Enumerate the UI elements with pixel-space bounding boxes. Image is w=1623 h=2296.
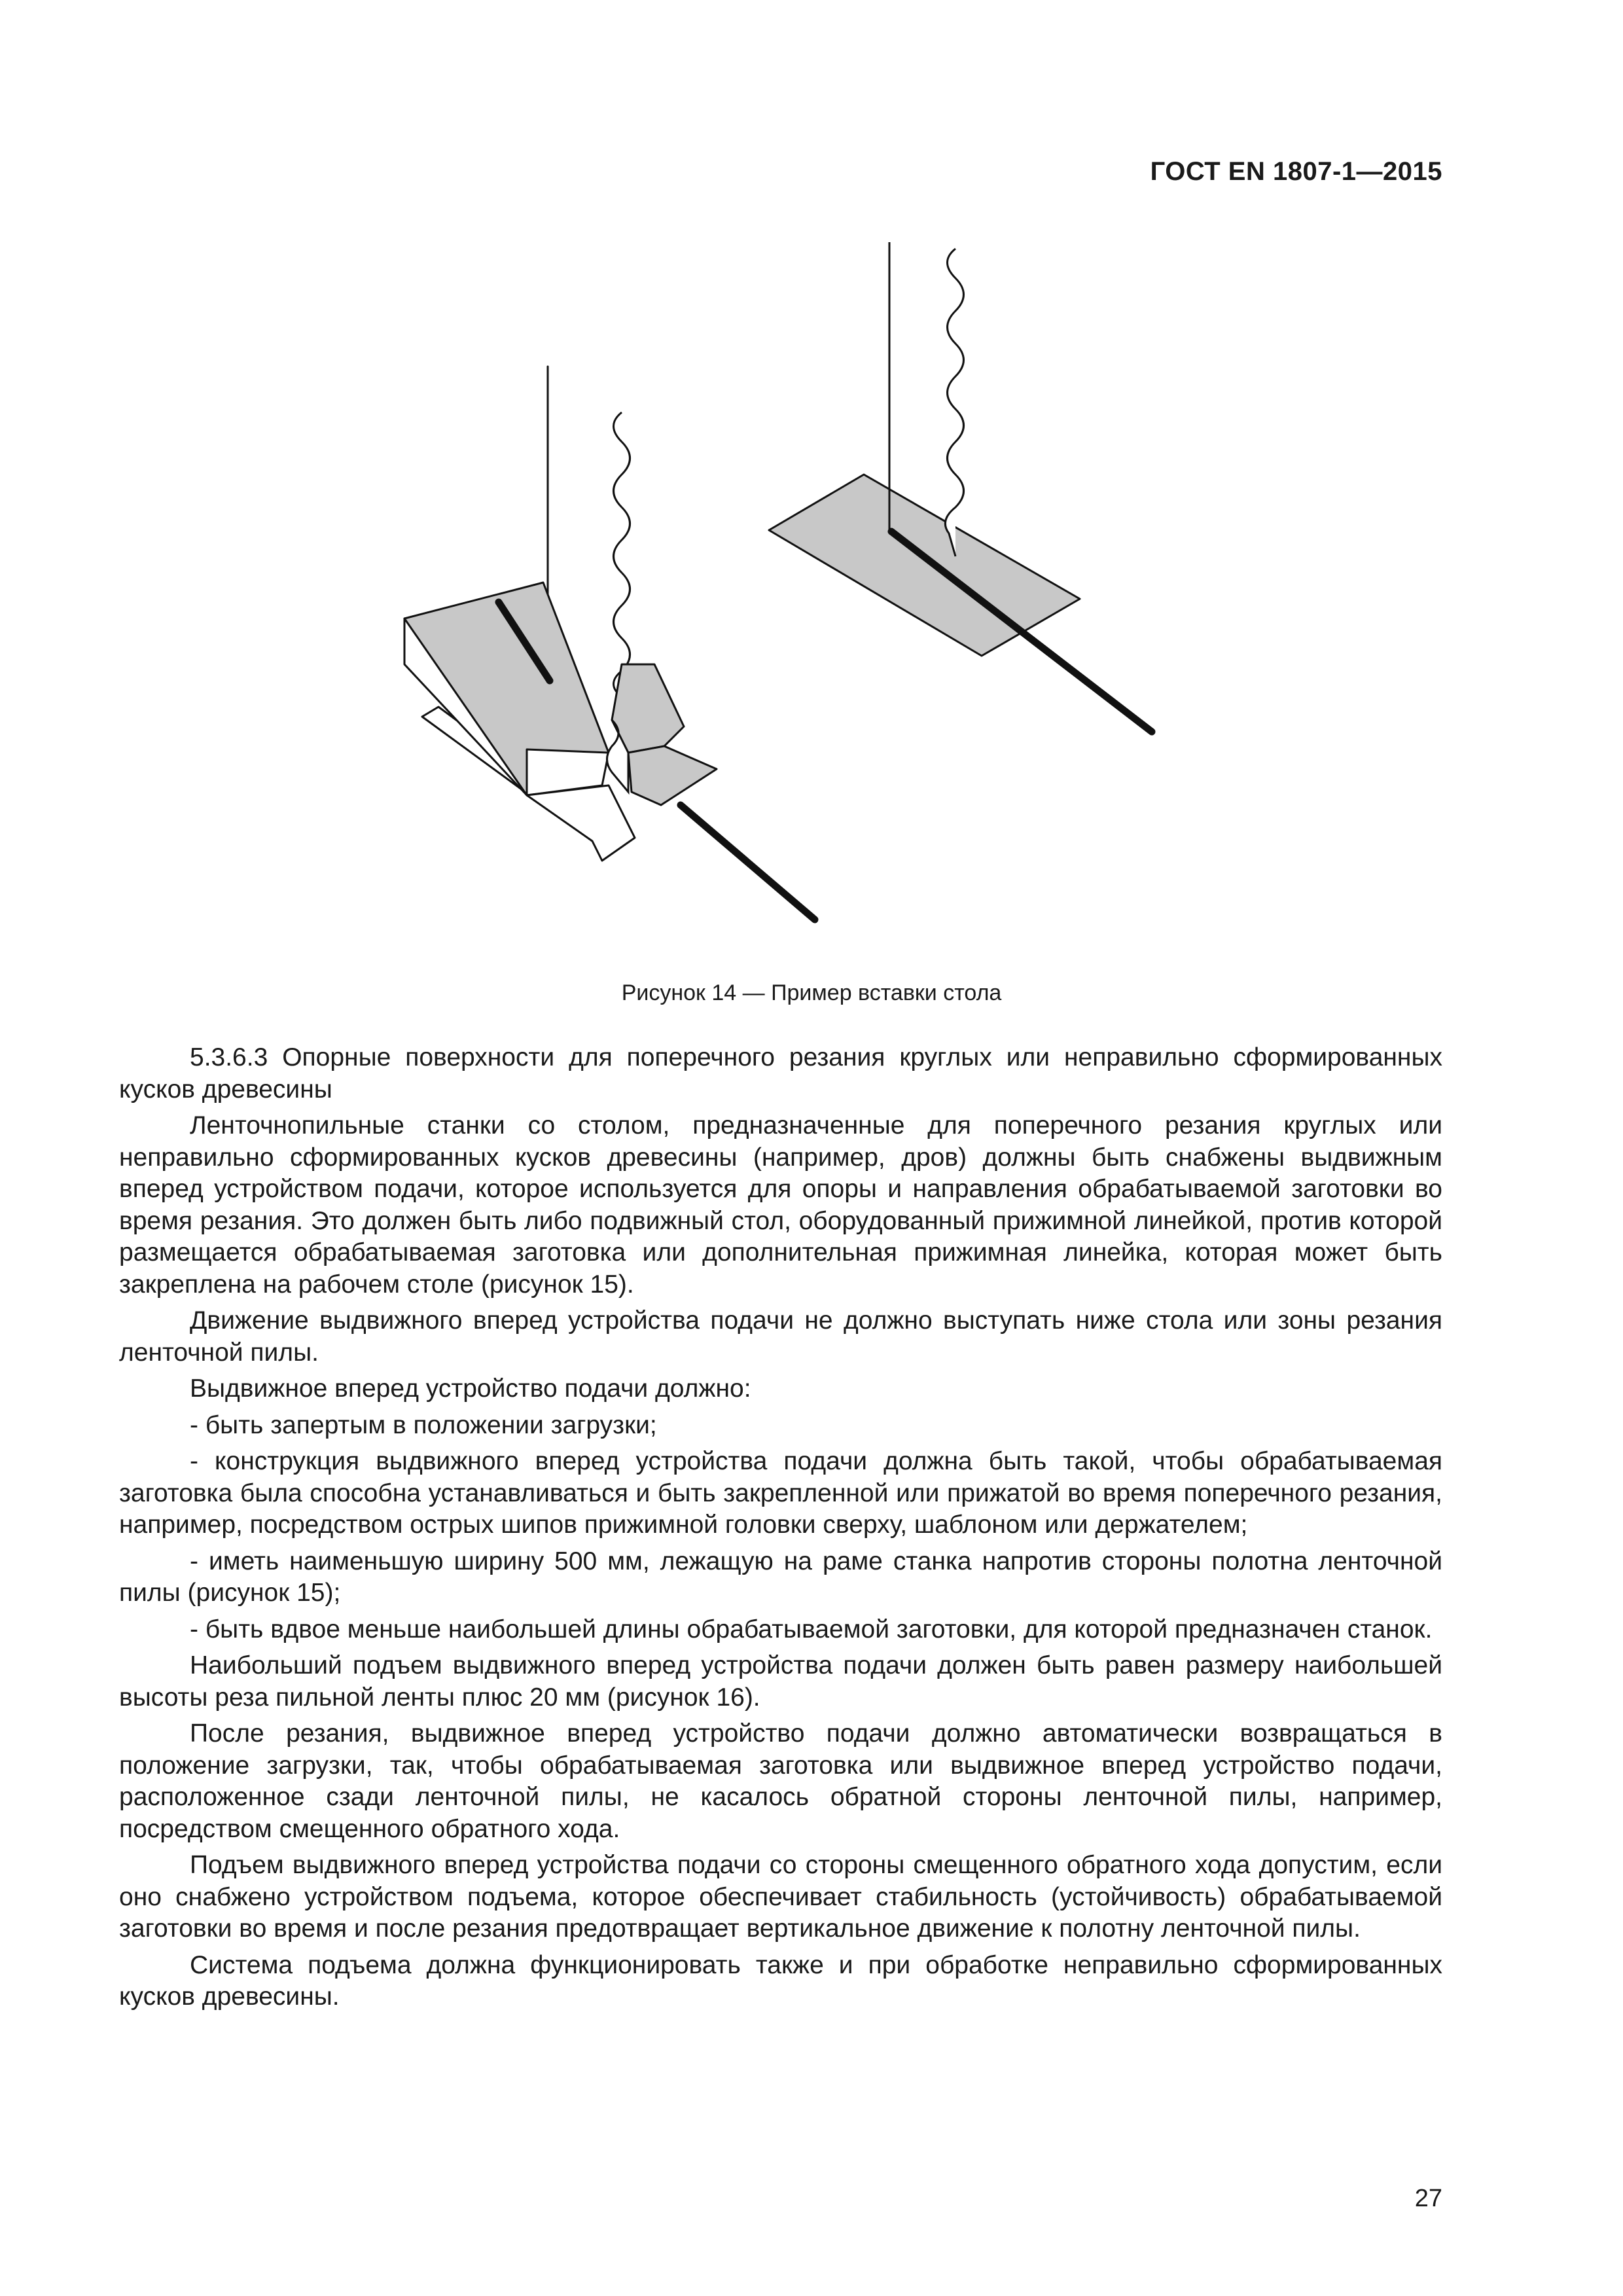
- section-heading: 5.3.6.3 Опорные поверхности для поперечного резания круглых или неправильно сформированных кусков древесины: [119, 1043, 1442, 1103]
- list-item: - иметь наименьшую ширину 500 мм, лежащую на раме станка напротив стороны полотна ленточной пилы (рисунок 15);: [119, 1547, 1442, 1607]
- body-text: [119, 1042, 1442, 2018]
- paragraph: Система подъема должна функционировать также и при обработке неправильно сформированных кусков древесины.: [119, 1950, 1442, 2011]
- list-item: - быть вдвое меньше наибольшей длины обрабатываемой заготовки, для которой предназначен станок.: [190, 1615, 1433, 1643]
- left-cut-line-bottom: [681, 805, 815, 920]
- figure-table-insert: [353, 229, 1204, 949]
- paragraph: Выдвижное вперед устройство подачи должно:: [190, 1374, 751, 1403]
- right-table-plate: [769, 475, 1080, 656]
- left-saw-blade: [614, 412, 630, 697]
- right-saw-blade: [945, 249, 963, 556]
- document-header: ГОСТ EN 1807-1—2015: [1150, 157, 1442, 186]
- paragraph: Подъем выдвижного вперед устройства подачи со стороны смещенного обратного хода допустим, если оно снабжено устройством подъема, которое обеспечивает стабильность (устойчивость) обрабатываемой заготовки во время и после резания предотвращает вертикальное движение к полотну ленточной пилы.: [119, 1851, 1442, 1943]
- paragraph: Ленточнопильные станки со столом, предназначенные для поперечного резания круглых или неправильно сформированных кусков древесины (например, дров) должны быть снабжены выдвижным вперед устройством подачи, которое используется для опоры и направления обрабатываемой заготовки во время резания. Это должен быть либо подвижный стол, оборудованный прижимной линейкой, против которой размещается обрабатываемая заготовка или дополнительная прижимная линейка, которая может быть закреплена на рабочем столе (рисунок 15).: [119, 1111, 1442, 1299]
- paragraph: Движение выдвижного вперед устройства подачи не должно выступать ниже стола или зоны резания ленточной пилы.: [119, 1306, 1442, 1367]
- paragraph: После резания, выдвижное вперед устройство подачи должно автоматически возвращаться в положение загрузки, так, чтобы обрабатываемая заготовка или выдвижное вперед устройство подачи, расположенное сзади ленточной пилы, не касалось обратной стороны ленточной пилы, например, посредством смещенного обратного хода.: [119, 1719, 1442, 1843]
- list-item: - конструкция выдвижного вперед устройства подачи должна быть такой, чтобы обрабатываемая заготовка была способна устанавливаться и быть закрепленной или прижатой во время поперечного резания, например, посредством острых шипов прижимной головки сверху, шаблоном или держателем;: [119, 1447, 1442, 1539]
- paragraph: Наибольший подъем выдвижного вперед устройства подачи должен быть равен размеру наибольшей высоты реза пильной ленты плюс 20 мм (рисунок 16).: [119, 1651, 1442, 1712]
- right-cut-line: [891, 531, 1152, 732]
- left-insert-plate: [628, 746, 717, 805]
- page-number: 27: [1414, 2185, 1442, 2212]
- list-item: - быть запертым в положении загрузки;: [190, 1410, 657, 1439]
- figure-caption: Рисунок 14 — Пример вставки стола: [621, 980, 1002, 1005]
- left-table-insert: [527, 785, 635, 861]
